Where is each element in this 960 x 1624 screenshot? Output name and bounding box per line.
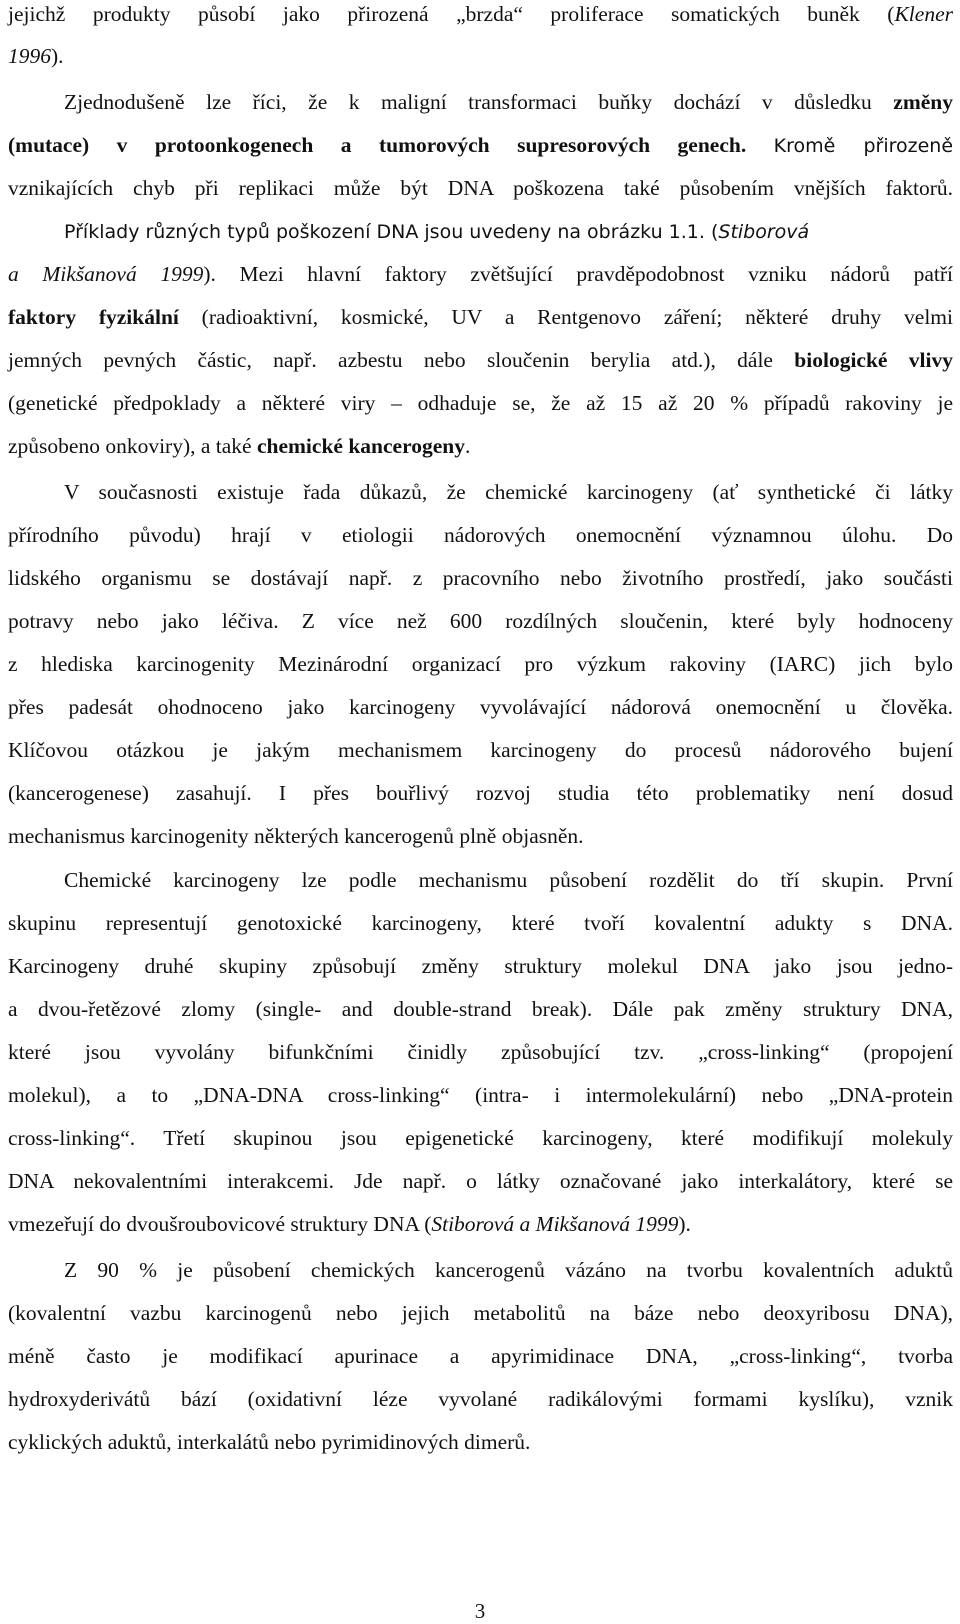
text-line xyxy=(8,174,953,202)
text-span: (kancerogenese) zasahují. I přes bouřlivý rozvoj studia této problematiky není dosud xyxy=(8,781,953,805)
text-span: Zjednodušeně lze říci, že k maligní transformaci buňky dochází v důsledku xyxy=(64,90,894,114)
text-line xyxy=(8,1428,530,1456)
text-line xyxy=(8,952,953,980)
text-span: z hlediska karcinogenity Mezinárodní organizací pro výzkum rakoviny (IARC) jich bylo xyxy=(8,652,953,676)
text-span: Příklady různých typů poškození DNA jsou uvedeny na obrázku 1.1. ( xyxy=(64,221,719,243)
text-line xyxy=(8,650,953,678)
text-line xyxy=(8,432,470,460)
text-span: Kromě přirozeně xyxy=(773,135,954,157)
text-span: . xyxy=(464,434,471,458)
text-span: jejichž produkty působí jako přirozená „brzda“ proliferace somatických buněk ( xyxy=(8,2,895,26)
text-line xyxy=(64,866,953,894)
text-line xyxy=(64,88,953,116)
text-span: Z 90 % je působení chemických kancerogenů vázáno na tvorbu kovalentních aduktů xyxy=(64,1258,953,1282)
text-line xyxy=(8,303,953,331)
text-span: skupinu representují genotoxické karcinogeny, které tvoří kovalentní adukty s DNA. xyxy=(8,911,953,935)
italic-text: a Mikšanová 1999 xyxy=(8,262,204,286)
text-line xyxy=(8,1124,953,1152)
bold-text: chemické kancerogeny xyxy=(256,434,465,458)
text-line xyxy=(8,1299,953,1327)
text-span: a dvou-řetězové zlomy (single- and double-strand break). Dále pak změny struktury DNA, xyxy=(8,997,953,1021)
text-line xyxy=(8,1038,953,1066)
italic-text: Klener xyxy=(894,2,953,26)
text-line xyxy=(8,779,953,807)
text-span: potravy nebo jako léčiva. Z více než 600 rozdílných sloučenin, které byly hodnoceny xyxy=(8,609,953,633)
text-span: (radioaktivní, kosmické, UV a Rentgenovo záření; některé druhy velmi xyxy=(178,305,953,329)
bold-text: změny xyxy=(893,90,953,114)
text-span: ). xyxy=(51,44,64,68)
text-line xyxy=(8,736,953,764)
text-span: cyklických aduktů, interkalátů nebo pyrimidinových dimerů. xyxy=(8,1430,531,1454)
text-line xyxy=(8,1081,953,1109)
text-line xyxy=(64,1256,953,1284)
text-line xyxy=(8,1342,953,1370)
italic-text: Stiborová a Mikšanová 1999 xyxy=(431,1212,679,1236)
text-line xyxy=(8,1385,953,1413)
text-line xyxy=(8,346,953,374)
text-line xyxy=(8,260,953,288)
text-span: jemných pevných částic, např. azbestu nebo sloučenin berylia atd.), dále xyxy=(8,348,795,372)
text-span: mechanismus karcinogenity některých kancerogenů plně objasněn. xyxy=(8,824,584,848)
text-span: vznikajících chyb při replikaci může být DNA poškozena také působením vnějších faktorů. xyxy=(8,176,953,200)
page-number: 3 xyxy=(474,1599,486,1623)
text-span: přes padesát ohodnoceno jako karcinogeny vyvolávající nádorová onemocnění u člověka. xyxy=(8,695,953,719)
text-line xyxy=(8,607,953,635)
text-span: Chemické karcinogeny lze podle mechanismu působení rozdělit do tří skupin. První xyxy=(64,868,953,892)
text-span: (genetické předpoklady a některé viry – odhaduje se, že až 15 až 20 % případů rakoviny je xyxy=(8,391,953,415)
text-line xyxy=(8,0,953,28)
bold-text: biologické vlivy xyxy=(794,348,953,372)
text-line xyxy=(8,521,953,549)
text-line xyxy=(8,822,584,850)
text-span: DNA nekovalentními interakcemi. Jde např. o látky označované jako interkalátory, které se xyxy=(8,1169,953,1193)
text-line xyxy=(8,1210,691,1238)
bold-text: faktory fyzikální xyxy=(8,305,179,329)
text-span: které jsou vyvolány bifunkčními činidly způsobující tzv. „cross-linking“ (propojení xyxy=(8,1040,953,1064)
text-span: (kovalentní vazbu karcinogenů nebo jejich metabolitů na báze nebo deoxyribosu DNA), xyxy=(8,1301,953,1325)
text-line xyxy=(8,42,64,70)
text-span xyxy=(746,133,773,157)
text-line xyxy=(8,693,953,721)
text-span: V současnosti existuje řada důkazů, že chemické karcinogeny (ať synthetické či látky xyxy=(64,480,953,504)
text-span: způsobeno onkoviry), a také xyxy=(8,434,257,458)
text-line xyxy=(8,131,953,160)
text-line xyxy=(64,478,953,506)
text-line xyxy=(8,995,953,1023)
text-line xyxy=(8,909,953,937)
text-span: molekul), a to „DNA-DNA cross-linking“ (intra- i intermolekulární) nebo „DNA-protein xyxy=(8,1083,953,1107)
text-line xyxy=(8,564,953,592)
text-span: přírodního původu) hrají v etiologii nádorových onemocnění významnou úlohu. Do xyxy=(8,523,953,547)
text-line xyxy=(8,389,953,417)
text-span: ). xyxy=(678,1212,691,1236)
text-span: lidského organismu se dostávají např. z pracovního nebo životního prostředí, jako součásti xyxy=(8,566,953,590)
text-span: méně často je modifikací apurinace a apyrimidinace DNA, „cross-linking“, tvorba xyxy=(8,1344,953,1368)
text-line xyxy=(64,217,809,246)
text-span: vmezeřují do dvoušroubovicové struktury DNA ( xyxy=(8,1212,432,1236)
text-line xyxy=(8,1167,953,1195)
text-span: cross-linking“. Třetí skupinou jsou epigenetické karcinogeny, které modifikují molekuly xyxy=(8,1126,953,1150)
text-span: ). Mezi hlavní faktory zvětšující pravděpodobnost vzniku nádorů patří xyxy=(203,262,953,286)
italic-text: 1996 xyxy=(8,44,51,68)
text-span: hydroxyderivátů bází (oxidativní léze vyvolané radikálovými formami kyslíku), vznik xyxy=(8,1387,953,1411)
bold-text: (mutace) v protoonkogenech a tumorových supresorových genech. xyxy=(8,133,747,157)
text-span: Klíčovou otázkou je jakým mechanismem karcinogeny do procesů nádorového bujení xyxy=(8,738,953,762)
italic-text: Stiborová xyxy=(718,221,810,243)
text-span: Karcinogeny druhé skupiny způsobují změny struktury molekul DNA jako jsou jedno- xyxy=(8,954,953,978)
